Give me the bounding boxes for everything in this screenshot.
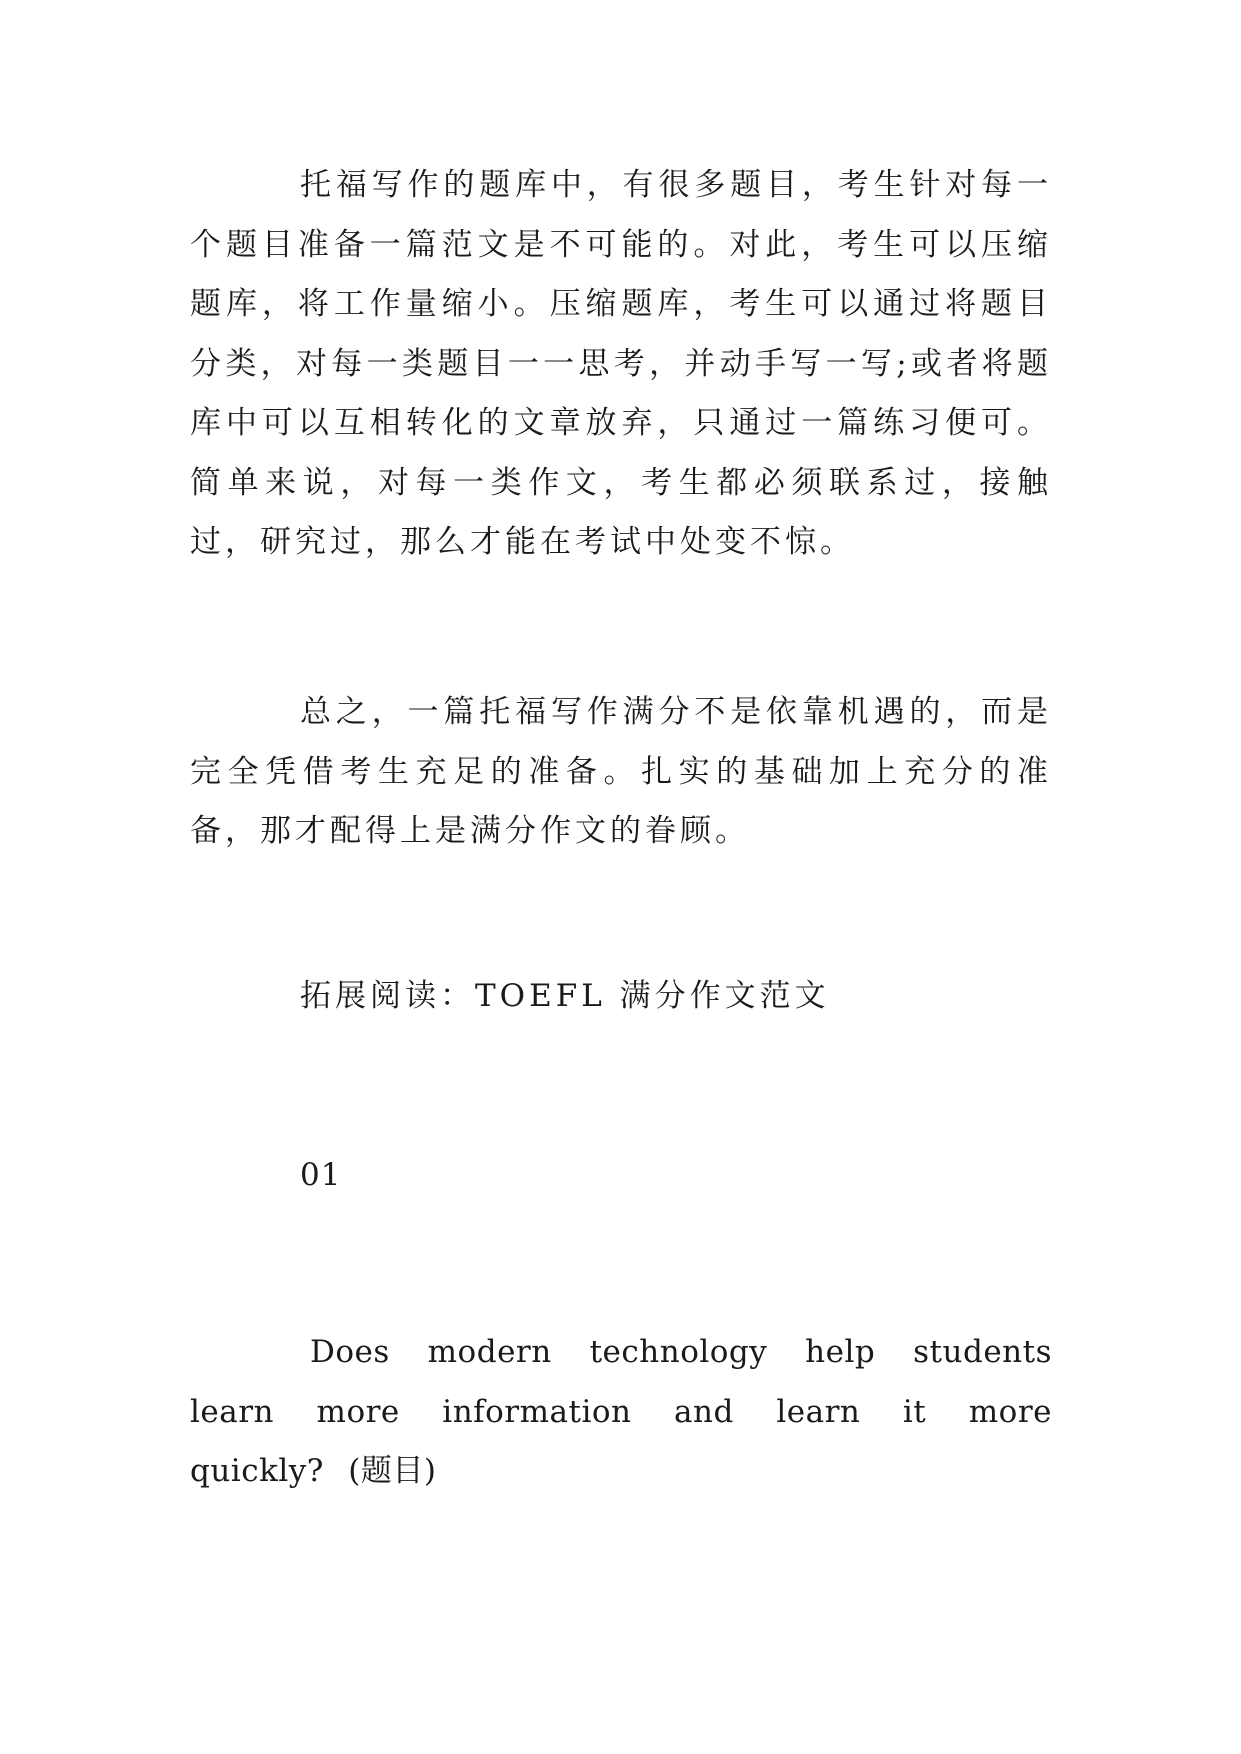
extended-reading-heading: 拓展阅读：TOEFL 满分作文范文 — [300, 978, 830, 1014]
paragraph-conclusion: 总之，一篇托福写作满分不是依靠机遇的，而是完全凭借考生充足的准备。扎实的基础加上充分的准备，那才配得上是满分作文的眷顾。 — [190, 694, 1052, 849]
paragraph-question-bank: 托福写作的题库中，有很多题目，考生针对每一个题目准备一篇范文是不可能的。对此，考生可以压缩题库，将工作量缩小。压缩题库，考生可以通过将题目分类，对每一类题目一一思考，并动手写一写;或者将题库中可以互相转化的文章放弃，只通过一篇练习便可。简单来说，对每一类作文，考生都必须联系过，接触过，研究过，那么才能在考试中处变不惊。 — [190, 167, 1052, 560]
section-number: 01 — [300, 1157, 342, 1193]
essay-prompt: Does modern technology help students learn more information and learn it more quickly? (题目) — [190, 1334, 1052, 1489]
